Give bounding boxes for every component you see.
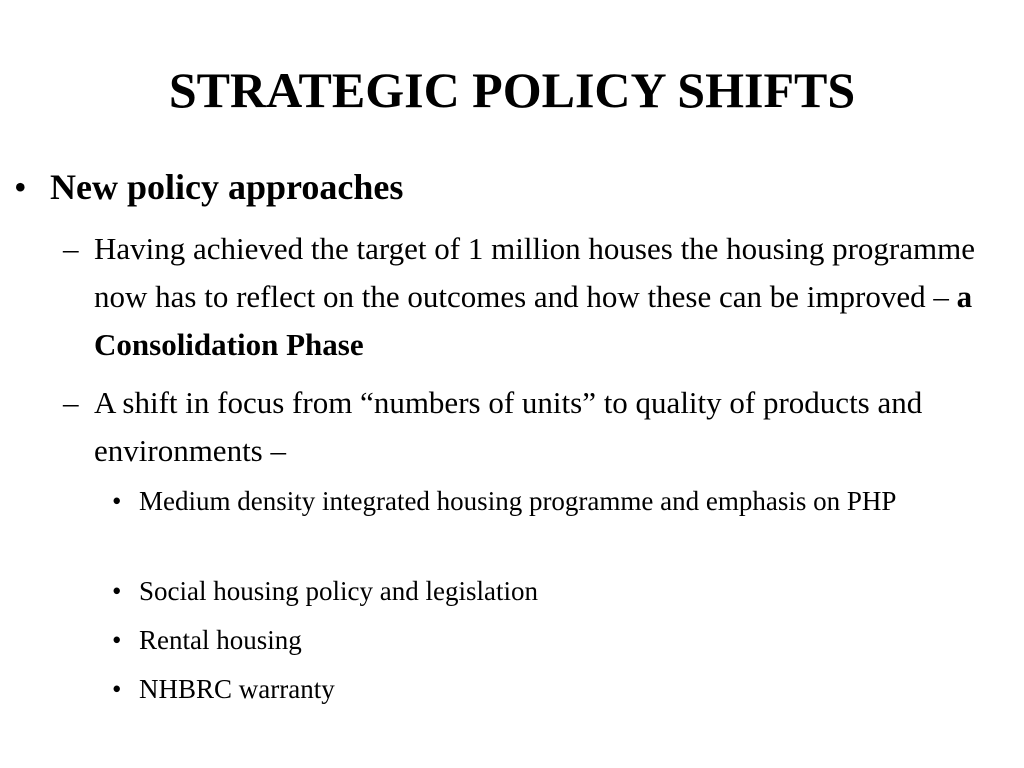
bullet-marker: • [112, 625, 122, 655]
bullet-marker: • [112, 486, 122, 516]
slide-title: STRATEGIC POLICY SHIFTS [168, 62, 856, 118]
subbullet-text [94, 225, 1023, 369]
subbullet-text: A shift in focus from “numbers of units” to quality of products and environments – [94, 385, 923, 468]
list-item [112, 621, 1012, 660]
list-item-text: NHBRC warranty [139, 674, 335, 704]
subbullet-consolidation [63, 225, 1023, 369]
dash-marker: – [63, 385, 79, 420]
bullet-marker: • [112, 674, 122, 704]
list-item [112, 482, 1012, 521]
subbullet-emphasis: a Consolidation Phase [94, 279, 973, 362]
bullet-level1 [14, 163, 403, 211]
bullet-marker: • [112, 576, 122, 606]
subbullet-body: Having achieved the target of 1 million houses the housing programme now has to reflect on the outcomes and how these can be improved – [94, 231, 976, 314]
list-item-text: Medium density integrated housing programme and emphasis on PHP [139, 486, 897, 516]
list-item-text: Social housing policy and legislation [139, 576, 538, 606]
list-item [112, 572, 1012, 611]
bullet-marker: • [14, 167, 27, 207]
bullet-level1-text: New policy approaches [50, 167, 404, 207]
list-item-text: Rental housing [139, 625, 302, 655]
dash-marker: – [63, 231, 79, 266]
subbullet-focus-shift [63, 379, 1023, 475]
list-item [112, 670, 1012, 709]
